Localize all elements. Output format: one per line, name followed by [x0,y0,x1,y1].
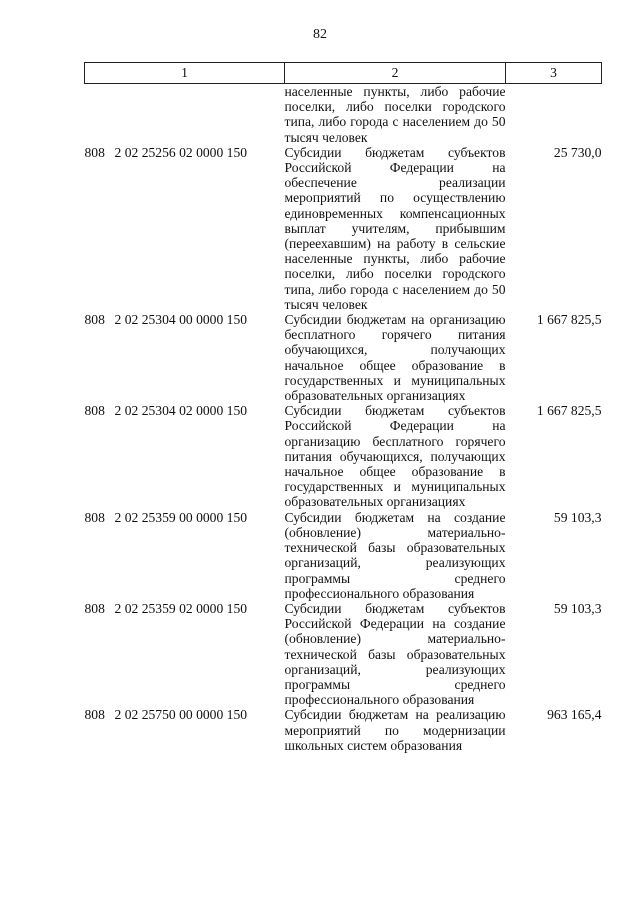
table-row [85,145,602,312]
row-description: Субсидии бюджетам на реализацию мероприятий по модернизации школьных систем образования [284,707,506,753]
row-description: Субсидии бюджетам на организацию бесплатного горячего питания обучающихся, получающих начальное общее образование в государственных и муниципальных образовательных организациях [284,312,506,404]
row-description: населенные пункты, либо рабочие поселки, либо поселки городского типа, либо города с населением до 50 тысяч человек [284,84,506,145]
row-code-cell [85,510,285,601]
row-description: Субсидии бюджетам субъектов Российской Федерации на создание (обновление) материально-технической базы образовательных организаций, реализующих программы среднего профессионального образования [284,600,506,708]
row-admin-code: 808 [84,312,105,328]
row-code-cell [85,601,285,707]
table-row [85,403,602,509]
row-code-cell [85,707,285,753]
row-description: Субсидии бюджетам субъектов Российской Федерации на обеспечение реализации мероприятий по осуществлению единовременных компенсационных выплат учителям, прибывшим (переехавшим) на работу в сельские населенные пункты, либо рабочие поселки, либо поселки городского типа, либо города с населением до 50 тысяч человек [284,144,506,312]
row-admin-code: 808 [84,707,105,723]
budget-table [84,62,602,753]
table-row [85,312,602,403]
table-header [85,63,602,84]
row-amount: 59 103,3 [553,600,602,616]
table-row [85,707,602,753]
table-row-continuation [85,84,602,145]
row-budget-code: 2 02 25750 00 0000 150 [114,707,248,723]
row-amount: 1 667 825,5 [536,403,602,419]
row-amount: 25 730,0 [553,144,602,160]
table-row [85,510,602,601]
row-description: Субсидии бюджетам субъектов Российской Федерации на организацию бесплатного горячего питания обучающихся, получающих начальное общее образование в государственных и муниципальных образовательных организациях [284,403,506,510]
column-header-1: 1 [85,63,285,84]
row-code-cell [85,403,285,509]
row-budget-code: 2 02 25304 02 0000 150 [114,403,248,419]
row-admin-code: 808 [84,403,105,419]
page-number: 82 [313,27,327,42]
row-code-cell [85,145,285,312]
row-budget-code: 2 02 25304 00 0000 150 [114,312,248,328]
row-budget-code: 2 02 25359 02 0000 150 [114,600,248,616]
row-code-cell [85,312,285,403]
row-amount: 963 165,4 [547,707,602,723]
row-admin-code: 808 [84,144,105,160]
column-header-2: 2 [285,63,506,84]
row-amount: 1 667 825,5 [536,312,602,328]
row-admin-code: 808 [84,509,105,525]
row-amount: 59 103,3 [553,509,602,525]
table-row [85,601,602,707]
row-budget-code: 2 02 25359 00 0000 150 [114,509,248,525]
row-budget-code: 2 02 25256 02 0000 150 [114,144,248,160]
row-description: Субсидии бюджетам на создание (обновление) материально-технической базы образовательных организаций, реализующих программы среднего профессионального образования [284,509,506,601]
column-header-3: 3 [506,63,602,84]
row-admin-code: 808 [84,600,105,616]
